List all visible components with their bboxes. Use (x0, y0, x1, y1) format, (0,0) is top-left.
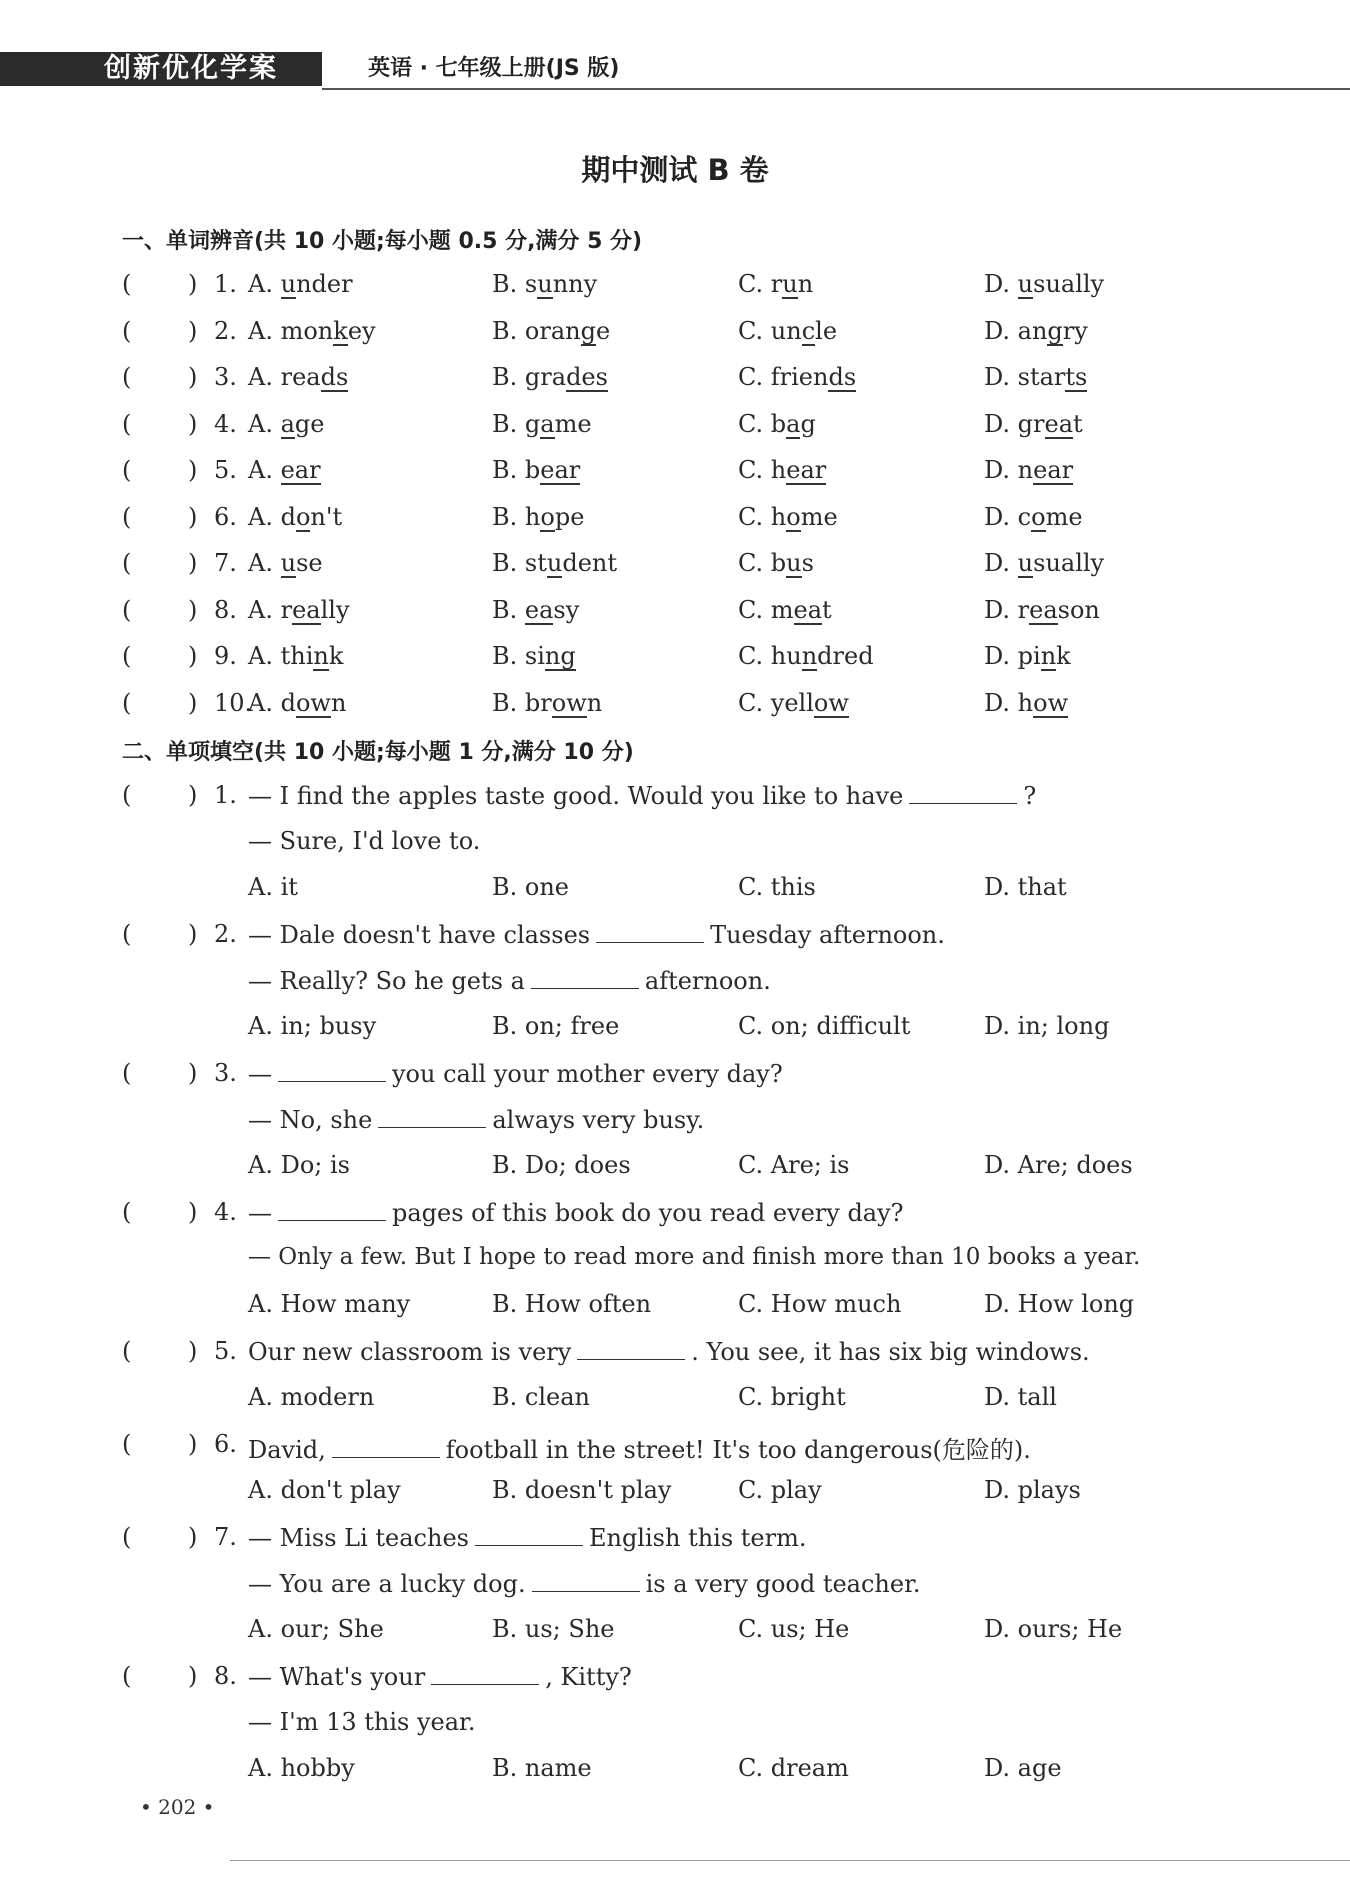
option-row (0, 1615, 1350, 1655)
question-row (0, 781, 1350, 821)
question-stem: — Really? So he gets a afternoon. (248, 967, 771, 995)
answer-paren-right: ) (188, 363, 198, 391)
option-c: C. hundred (738, 642, 874, 670)
question-stem: — No, she always very busy. (248, 1106, 705, 1134)
question-row (0, 1662, 1350, 1702)
underlined-letters: u (1017, 549, 1034, 577)
underlined-letters: o (540, 502, 555, 531)
question-number: 4. (214, 409, 237, 438)
option-b: B. orange (492, 316, 611, 345)
question-stem: — What's your , Kitty? (248, 1663, 632, 1691)
question-stem: — Dale doesn't have classes Tuesday afternoon. (248, 921, 945, 949)
question-row (0, 1523, 1350, 1563)
question-number: 2. (214, 316, 237, 345)
question-line (0, 1105, 1350, 1145)
option-c: C. run (738, 270, 814, 298)
underlined-letters: k (333, 316, 348, 345)
underlined-letters: ea (292, 595, 321, 624)
question-row (0, 1337, 1350, 1377)
option-b: B. sing (492, 642, 576, 670)
option-d: D. Are; does (984, 1151, 1133, 1179)
book-subject: 英语 · 七年级上册(JS 版) (368, 56, 620, 81)
option-d: D. pink (984, 642, 1071, 670)
underlined-letters: ow (1033, 688, 1069, 717)
underlined-letters: ear (786, 456, 827, 484)
underlined-letters: n (313, 642, 329, 670)
underlined-letters: u (782, 270, 798, 298)
question-stem: — you call your mother every day? (248, 1060, 783, 1088)
answer-paren-left: ( (122, 363, 132, 391)
answer-blank (378, 1105, 486, 1128)
answer-paren-left: ( (122, 456, 132, 484)
underlined-letters: a (540, 409, 555, 438)
option-c: C. How much (738, 1290, 902, 1318)
option-row (0, 1012, 1350, 1052)
answer-paren-right: ) (188, 781, 198, 809)
option-row (0, 1383, 1350, 1423)
answer-paren-right: ) (188, 270, 198, 298)
answer-paren-right: ) (188, 642, 198, 670)
question-stem: — Only a few. But I hope to read more and finish more than 10 books a year. (248, 1244, 1141, 1270)
answer-paren-right: ) (188, 549, 198, 577)
underlined-letters: ear (1033, 456, 1074, 484)
option-c: C. uncle (738, 316, 838, 345)
option-b: B. How often (492, 1290, 652, 1318)
option-a: A. ear (248, 456, 321, 484)
option-c: C. play (738, 1476, 822, 1504)
underlined-letters: g (1047, 316, 1063, 345)
question-number: 3. (214, 363, 237, 391)
underlined-letters: n (801, 642, 818, 670)
option-b: B. easy (492, 595, 580, 624)
underlined-letters: u (537, 270, 553, 298)
option-d: D. in; long (984, 1012, 1110, 1040)
answer-paren-left: ( (122, 1523, 132, 1551)
answer-paren-right: ) (188, 1662, 198, 1690)
option-c: C. yellow (738, 688, 849, 717)
underlined-letters: ng (544, 642, 576, 670)
answer-paren-left: ( (122, 270, 132, 298)
underlined-letters: ow (551, 688, 587, 717)
answer-blank (596, 920, 704, 943)
option-d: D. age (984, 1754, 1062, 1782)
question-number: 3. (214, 1059, 237, 1087)
option-a: A. under (248, 270, 353, 298)
option-a: A. hobby (248, 1754, 355, 1782)
question-number: 8. (214, 1662, 237, 1690)
option-b: B. on; free (492, 1012, 620, 1040)
underlined-letters: c (801, 316, 816, 345)
option-row (0, 1754, 1350, 1794)
question-line (0, 1569, 1350, 1609)
answer-paren-right: ) (188, 409, 198, 438)
question-row (0, 920, 1350, 960)
option-b: B. one (492, 873, 570, 901)
question-row (0, 596, 1350, 636)
answer-paren-right: ) (188, 595, 198, 624)
answer-paren-left: ( (122, 1059, 132, 1087)
underlined-letters: ds (828, 363, 857, 391)
question-row (0, 642, 1350, 682)
option-b: B. clean (492, 1383, 590, 1411)
answer-paren-left: ( (122, 1662, 132, 1690)
question-number: 1. (214, 781, 237, 809)
answer-paren-left: ( (122, 409, 132, 438)
option-c: C. Are; is (738, 1151, 850, 1179)
question-number: 5. (214, 1337, 237, 1365)
option-a: A. Do; is (248, 1151, 350, 1179)
option-d: D. usually (984, 549, 1105, 577)
underlined-letters: ea (524, 595, 554, 624)
question-stem: — I'm 13 this year. (248, 1708, 476, 1736)
option-a: A. it (248, 873, 298, 901)
answer-blank (431, 1662, 539, 1685)
option-d: D. angry (984, 316, 1088, 345)
option-d: D. tall (984, 1383, 1057, 1411)
option-d: D. how (984, 688, 1069, 717)
answer-paren-left: ( (122, 502, 132, 531)
option-a: A. don't (248, 502, 343, 531)
option-c: C. hear (738, 456, 827, 484)
question-row (0, 689, 1350, 729)
underlined-letters: a (786, 409, 801, 438)
option-d: D. plays (984, 1476, 1081, 1504)
option-c: C. on; difficult (738, 1012, 911, 1040)
question-line (0, 966, 1350, 1006)
option-b: B. grades (492, 363, 608, 391)
option-d: D. ours; He (984, 1615, 1123, 1643)
question-number: 6. (214, 502, 237, 531)
brand-banner: 创新优化学案 (0, 52, 322, 86)
question-number: 4. (214, 1198, 237, 1226)
question-number: 6. (214, 1430, 237, 1458)
answer-paren-right: ) (188, 920, 198, 948)
section2-title: 二、单项填空(共 10 小题;每小题 1 分,满分 10 分) (122, 740, 634, 765)
answer-paren-right: ) (188, 1430, 198, 1458)
option-row (0, 1290, 1350, 1330)
option-d: D. usually (984, 270, 1105, 298)
answer-blank (577, 1337, 685, 1360)
question-number: 9. (214, 642, 237, 670)
underlined-letters: u (280, 549, 297, 577)
answer-blank (532, 1569, 640, 1592)
question-stem: — Miss Li teaches English this term. (248, 1524, 807, 1552)
answer-paren-left: ( (122, 920, 132, 948)
answer-paren-left: ( (122, 1430, 132, 1458)
option-d: D. near (984, 456, 1074, 484)
header-rule (322, 88, 1350, 90)
underlined-letters: u (546, 549, 563, 577)
option-a: A. don't play (248, 1476, 401, 1504)
question-row (0, 503, 1350, 543)
question-number: 7. (214, 549, 237, 577)
option-d: D. How long (984, 1290, 1135, 1318)
underlined-letters: u (786, 549, 802, 577)
underlined-letters: ow (295, 688, 331, 717)
underlined-letters: g (580, 316, 596, 345)
option-a: A. monkey (248, 316, 376, 345)
option-b: B. student (492, 549, 618, 577)
page-header (0, 52, 1350, 92)
answer-paren-left: ( (122, 642, 132, 670)
answer-paren-right: ) (188, 502, 198, 531)
question-stem: — You are a lucky dog. is a very good teacher. (248, 1570, 921, 1598)
option-b: B. name (492, 1754, 592, 1782)
section1-title: 一、单词辨音(共 10 小题;每小题 0.5 分,满分 5 分) (122, 229, 643, 254)
option-b: B. Do; does (492, 1151, 631, 1179)
option-a: A. our; She (248, 1615, 384, 1643)
underlined-letters: u (1017, 270, 1034, 298)
question-row (0, 363, 1350, 403)
answer-blank (531, 966, 639, 989)
option-row (0, 873, 1350, 913)
question-number: 8. (214, 595, 237, 624)
option-d: D. reason (984, 595, 1100, 624)
underlined-letters: ea (1044, 409, 1074, 438)
option-d: D. great (984, 409, 1083, 438)
option-d: D. come (984, 502, 1083, 531)
answer-blank (909, 781, 1017, 804)
underlined-letters: o (786, 502, 801, 531)
option-a: A. modern (248, 1383, 375, 1411)
question-number: 2. (214, 920, 237, 948)
question-row (0, 1198, 1350, 1238)
option-a: A. age (248, 409, 325, 438)
page-title: 期中测试 B 卷 (581, 153, 769, 187)
answer-paren-right: ) (188, 456, 198, 484)
question-row (0, 456, 1350, 496)
option-a: A. down (248, 688, 347, 717)
option-b: B. us; She (492, 1615, 615, 1643)
answer-blank (278, 1059, 386, 1082)
question-row (0, 410, 1350, 450)
option-c: C. meat (738, 595, 832, 624)
option-b: B. sunny (492, 270, 598, 298)
page-number: • 202 • (140, 1795, 215, 1819)
question-stem: — pages of this book do you read every day? (248, 1199, 904, 1227)
question-stem: Our new classroom is very . You see, it has six big windows. (248, 1338, 1090, 1366)
question-row (0, 549, 1350, 589)
question-number: 10. (214, 688, 253, 717)
underlined-letters: a (280, 409, 295, 438)
answer-paren-right: ) (188, 316, 198, 345)
option-c: C. bus (738, 549, 814, 577)
option-c: C. us; He (738, 1615, 850, 1643)
underlined-letters: ts (1065, 363, 1088, 391)
option-b: B. hope (492, 502, 585, 531)
answer-paren-right: ) (188, 1198, 198, 1226)
answer-paren-right: ) (188, 688, 198, 717)
option-c: C. dream (738, 1754, 849, 1782)
answer-blank (475, 1523, 583, 1546)
option-a: A. use (248, 549, 323, 577)
option-c: C. bag (738, 409, 816, 438)
underlined-letters: u (280, 270, 297, 298)
underlined-letters: des (566, 363, 608, 391)
answer-paren-left: ( (122, 1337, 132, 1365)
option-a: A. think (248, 642, 344, 670)
underlined-letters: n (1040, 642, 1057, 670)
option-row (0, 1151, 1350, 1191)
option-row (0, 1476, 1350, 1516)
option-a: A. How many (248, 1290, 411, 1318)
question-row (0, 270, 1350, 310)
question-stem: — Sure, I'd love to. (248, 827, 481, 855)
option-b: B. brown (492, 688, 603, 717)
question-row (0, 317, 1350, 357)
option-b: B. bear (492, 456, 581, 484)
answer-paren-right: ) (188, 1059, 198, 1087)
underlined-letters: ds (320, 363, 349, 391)
option-b: B. game (492, 409, 592, 438)
question-number: 1. (214, 270, 237, 298)
underlined-letters: o (295, 502, 311, 531)
answer-paren-left: ( (122, 781, 132, 809)
answer-paren-right: ) (188, 1337, 198, 1365)
underlined-letters: ea (793, 595, 823, 624)
option-a: A. in; busy (248, 1012, 377, 1040)
answer-paren-right: ) (188, 1523, 198, 1551)
underlined-letters: ea (1029, 595, 1058, 624)
question-line (0, 827, 1350, 867)
option-d: D. starts (984, 363, 1088, 391)
option-c: C. friends (738, 363, 857, 391)
underlined-letters: o (1031, 502, 1046, 531)
answer-paren-left: ( (122, 549, 132, 577)
answer-paren-left: ( (122, 688, 132, 717)
underlined-letters: ear (540, 456, 581, 484)
question-number: 5. (214, 456, 237, 484)
answer-paren-left: ( (122, 1198, 132, 1226)
option-b: B. doesn't play (492, 1476, 672, 1504)
option-c: C. this (738, 873, 816, 901)
answer-paren-left: ( (122, 595, 132, 624)
option-d: D. that (984, 873, 1067, 901)
question-number: 7. (214, 1523, 237, 1551)
answer-paren-left: ( (122, 316, 132, 345)
option-c: C. bright (738, 1383, 846, 1411)
option-a: A. reads (248, 363, 349, 391)
question-line (0, 1244, 1350, 1284)
question-row (0, 1430, 1350, 1470)
answer-blank (278, 1198, 386, 1221)
question-row (0, 1059, 1350, 1099)
option-c: C. home (738, 502, 838, 531)
underlined-letters: ow (813, 688, 849, 717)
answer-blank (332, 1435, 440, 1458)
underlined-letters: ear (280, 456, 321, 484)
option-a: A. really (248, 595, 350, 624)
question-stem: — I find the apples taste good. Would you like to have ? (248, 782, 1037, 810)
question-stem: David, football in the street! It's too dangerous(危险的). (248, 1436, 1031, 1464)
question-line (0, 1708, 1350, 1748)
footer-rule (230, 1860, 1350, 1861)
